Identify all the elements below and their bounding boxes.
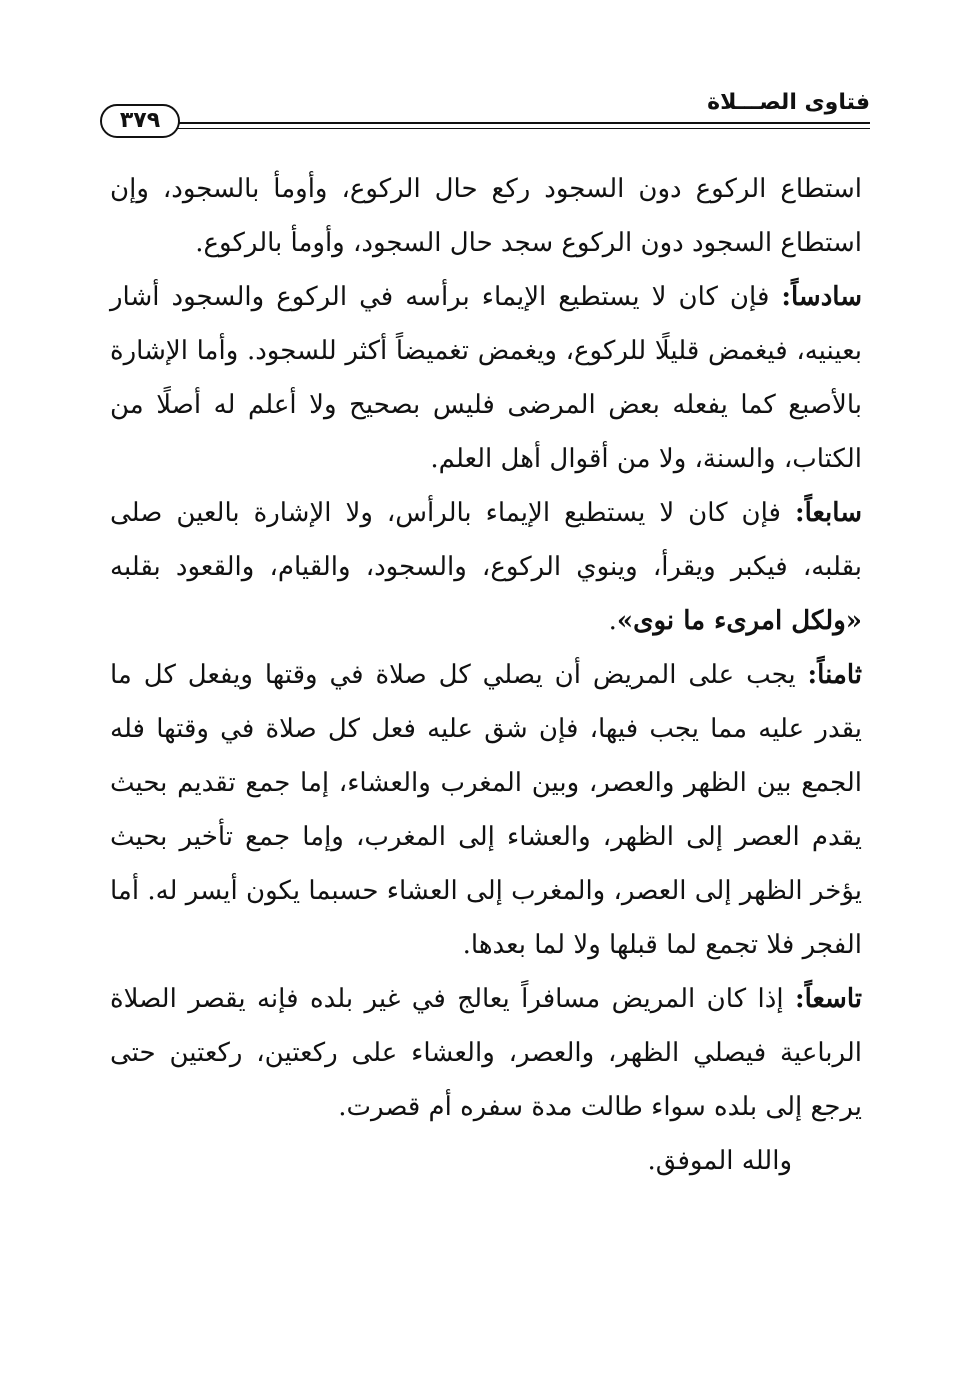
paragraph-seventh-text: فإن كان لا يستطيع الإيماء بالرأس، ولا الإشارة بالعين صلى بقلبه، فيكبر ويقرأ، وينوي الركوع، والسجود، والقيام، والقعود بقلبه bbox=[110, 498, 862, 582]
paragraph-1 bbox=[110, 162, 862, 270]
page-body bbox=[110, 162, 862, 1188]
paragraph-sixth-heading: سادساً: bbox=[781, 282, 862, 312]
paragraph-ninth bbox=[110, 972, 862, 1134]
paragraph-eighth bbox=[110, 648, 862, 972]
page-number-frame bbox=[100, 104, 180, 138]
paragraph-eighth-text: يجب على المريض أن يصلي كل صلاة في وقتها ويفعل كل ما يقدر عليه مما يجب فيها، فإن شق عليه فعل كل صلاة في وقتها فله الجمع بين الظهر والعصر، وبين المغرب والعشاء، إما جمع تقديم بحيث يقدم العصر إلى الظهر، والعشاء إلى المغرب، وإما جمع تأخير بحيث يؤخر الظهر إلى العصر، والمغرب إلى العشاء حسبما يكون أيسر له. أما الفجر فلا تجمع لما قبلها ولا لما بعدها. bbox=[110, 660, 862, 960]
closing-text: والله الموفق. bbox=[647, 1146, 792, 1176]
paragraph-seventh-heading: سابعاً: bbox=[794, 498, 862, 528]
paragraph-ninth-text: إذا كان المريض مسافراً يعالج في غير بلده فإنه يقصر الصلاة الرباعية فيصلي الظهر، والعصر، والعشاء على ركعتين، ركعتين حتى يرجع إلى بلده سواء طالت مدة سفره أم قصرت. bbox=[110, 984, 862, 1122]
closing-line bbox=[110, 1134, 862, 1188]
paragraph-ninth-heading: تاسعاً: bbox=[794, 984, 862, 1014]
paragraph-sixth bbox=[110, 270, 862, 486]
paragraph-eighth-heading: ثامناً: bbox=[807, 660, 862, 690]
running-title: فتاوى الصـــلاة bbox=[707, 90, 870, 115]
paragraph-seventh bbox=[110, 486, 862, 648]
paragraph-seventh-end: . bbox=[608, 606, 617, 636]
hadith-quote: «ولكل امرىء ما نوى» bbox=[616, 606, 862, 636]
page-header bbox=[100, 82, 870, 142]
paragraph-sixth-text: فإن كان لا يستطيع الإيماء برأسه في الركوع والسجود أشار بعينيه، فيغمض قليلًا للركوع، ويغمض تغميضاً أكثر للسجود. وأما الإشارة بالأصبع كما يفعله بعض المرضى فليس بصحيح ولا أعلم له أصلًا من الكتاب، والسنة، ولا من أقوال أهل العلم. bbox=[110, 282, 862, 474]
page-number: ٣٧٩ bbox=[119, 108, 161, 133]
header-rule-thick bbox=[170, 122, 870, 124]
header-rule-thin bbox=[170, 128, 870, 129]
paragraph-1-text: استطاع الركوع دون السجود ركع حال الركوع، وأومأ بالسجود، وإن استطاع السجود دون الركوع سجد حال السجود، وأومأ بالركوع. bbox=[110, 174, 862, 258]
